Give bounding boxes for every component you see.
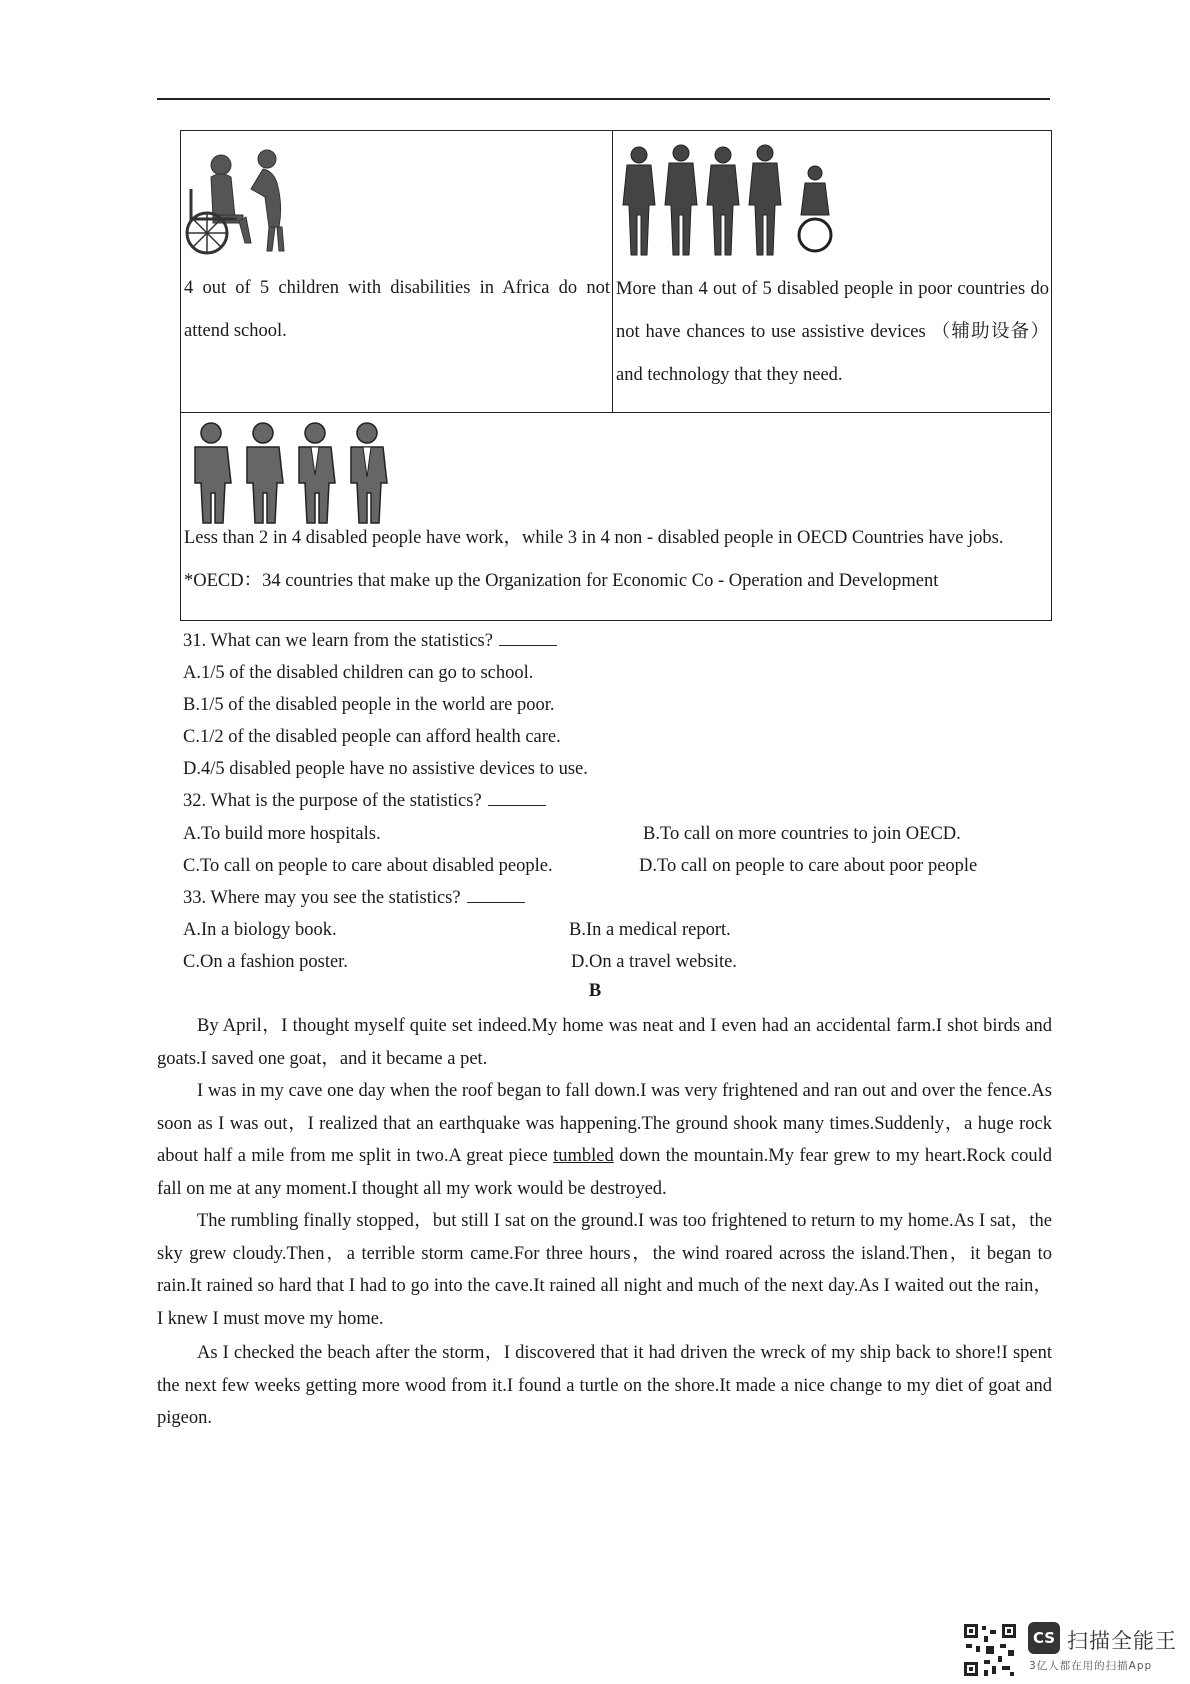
option-31-b: B.1/5 of the disabled people in the world are poor. bbox=[183, 695, 555, 715]
stat-cell-employment bbox=[181, 413, 1050, 619]
statistics-table bbox=[180, 130, 1052, 621]
option-33-a: A.In a biology book. bbox=[183, 920, 337, 940]
option-31-d: D.4/5 disabled people have no assistive devices to use. bbox=[183, 759, 588, 779]
camscanner-logo: CS bbox=[1028, 1622, 1060, 1654]
passage-paragraph-2: I was in my cave one day when the roof began to fall down.I was very frightened and ran out and over the fence.As soon as I was out，I realized that an earthquake was happening.The ground shook many times.Suddenly，a huge rock about half a mile from me split in two.A great piece tumbled down the mountain.My fear grew to my heart.Rock could fall on me at any moment.I thought all my work would be destroyed. bbox=[157, 1081, 1052, 1199]
passage-paragraph-1: By April，I thought myself quite set indeed.My home was neat and I even had an accidental farm.I shot birds and goats.I saved one goat，and it became a pet. bbox=[157, 1016, 1052, 1069]
section-heading: B bbox=[588, 981, 602, 1001]
question-31: 31. What can we learn from the statistics? bbox=[183, 629, 557, 653]
header-rule bbox=[157, 98, 1050, 100]
stat-text-children: 4 out of 5 children with disabilities in Africa do not attend school. bbox=[184, 278, 610, 341]
answer-blank bbox=[499, 632, 557, 646]
people-group-wheelchair-illustration bbox=[619, 143, 849, 263]
option-33-b: B.In a medical report. bbox=[569, 920, 731, 940]
wheelchair-helper-illustration bbox=[183, 143, 301, 263]
question-32: 32. What is the purpose of the statistics? bbox=[183, 789, 546, 813]
stat-text-assistive: More than 4 out of 5 disabled people in poor countries do not have chances to use assistive devices （辅助设备） and technology that they need. bbox=[616, 279, 1049, 385]
option-33-d: D.On a travel website. bbox=[571, 952, 737, 972]
stat-text-employment: Less than 2 in 4 disabled people have work，while 3 in 4 non - disabled people in OECD Countries have jobs. bbox=[184, 528, 1004, 548]
passage-paragraph-4: As I checked the beach after the storm，I discovered that it had driven the wreck of my ship back to shore!I spent the next few weeks getting more wood from it.I found a turtle on the shore.It made a nice change to my diet of goat and pigeon. bbox=[157, 1343, 1052, 1429]
four-people-illustration bbox=[187, 421, 399, 525]
option-32-c: C.To call on people to care about disabled people. bbox=[183, 856, 553, 876]
stat-cell-assistive bbox=[613, 131, 1050, 413]
oecd-footnote: *OECD：34 countries that make up the Organization for Economic Co - Operation and Development bbox=[184, 571, 939, 591]
option-33-c: C.On a fashion poster. bbox=[183, 952, 348, 972]
option-32-a: A.To build more hospitals. bbox=[183, 824, 381, 844]
option-32-b: B.To call on more countries to join OECD. bbox=[643, 824, 961, 844]
passage-paragraph-3: The rumbling finally stopped，but still I sat on the ground.I was too frightened to return to my home.As I sat，the sky grew cloudy.Then，a terrible storm came.For three hours，the wind roared across the island.Then，it began to rain.It rained so hard that I had to go into the cave.It rained all night and much of the next day.As I waited out the rain，I knew I must move my home. bbox=[157, 1211, 1052, 1329]
underlined-word: tumbled bbox=[553, 1146, 614, 1167]
option-31-a: A.1/5 of the disabled children can go to school. bbox=[183, 663, 534, 683]
question-33: 33. Where may you see the statistics? bbox=[183, 886, 525, 910]
option-31-c: C.1/2 of the disabled people can afford health care. bbox=[183, 727, 561, 747]
watermark-subtitle: 3亿人都在用的扫描App bbox=[1029, 1660, 1153, 1672]
qr-code-icon bbox=[962, 1622, 1018, 1678]
answer-blank bbox=[488, 792, 546, 806]
answer-blank bbox=[467, 889, 525, 903]
option-32-d: D.To call on people to care about poor people bbox=[639, 856, 978, 876]
watermark-title: 扫描全能王 bbox=[1067, 1629, 1177, 1653]
stat-cell-children bbox=[181, 131, 613, 413]
